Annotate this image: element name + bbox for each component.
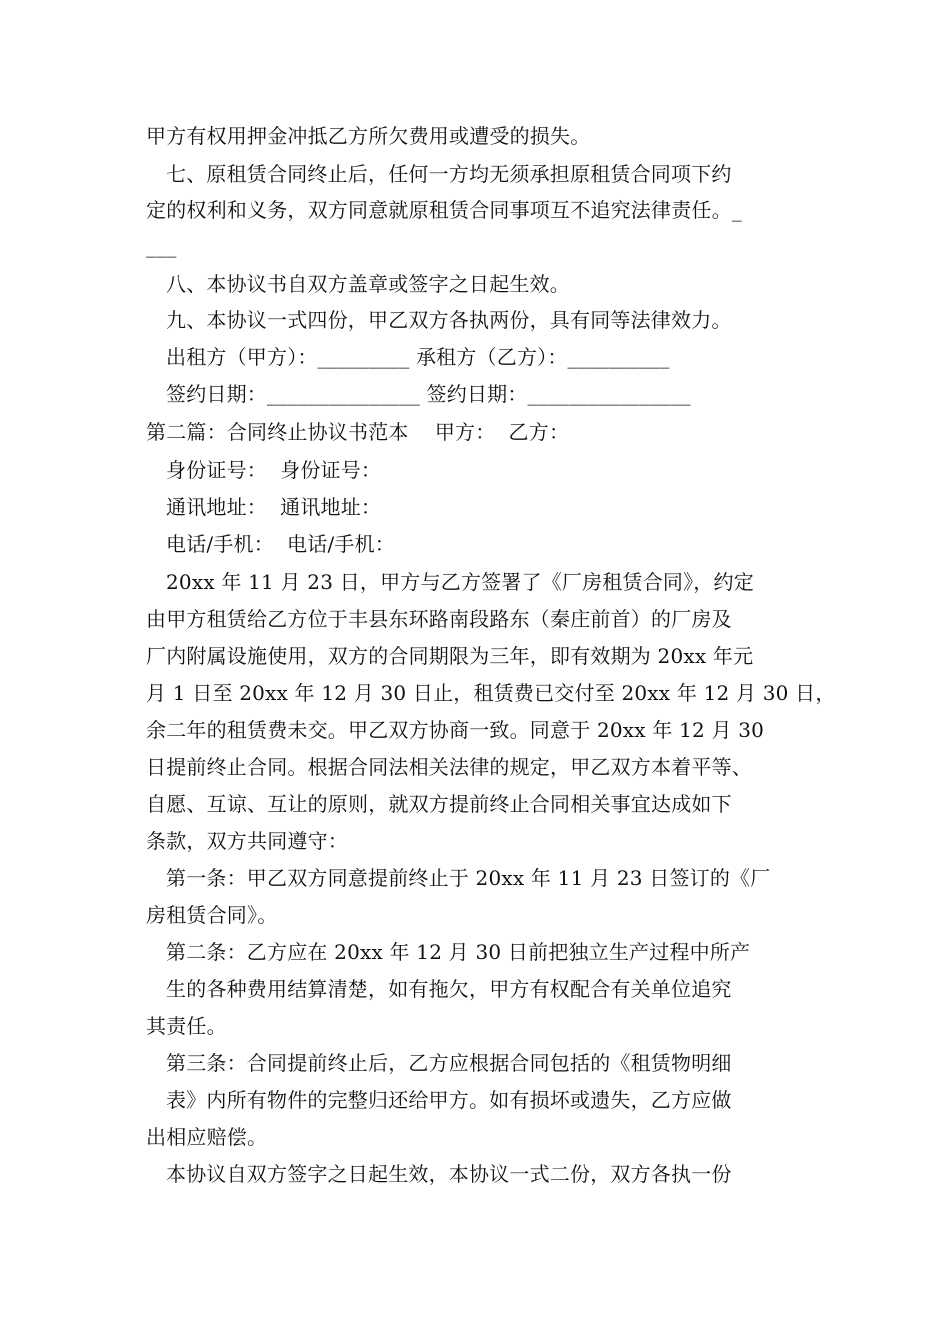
text-line-14: 由甲方租赁给乙方位于丰县东环路南段路东（秦庄前首）的厂房及: [146, 607, 732, 631]
text-line-4: ___: [146, 234, 177, 258]
id-number-line: 身份证号： 身份证号：: [166, 458, 382, 482]
text-line-1: 甲方有权用押金冲抵乙方所欠费用或遭受的损失。: [146, 124, 591, 148]
article-1-line-2: 房租赁合同》。: [146, 903, 278, 927]
closing-line: 本协议自双方签字之日起生效，本协议一式二份，双方各执一份: [166, 1162, 732, 1186]
text-line-18: 日提前终止合同。根据合同法相关法律的规定，甲乙双方本着平等、: [146, 755, 752, 779]
phone-line: 电话/手机： 电话/手机：: [166, 532, 395, 556]
article-1-line-1: 第一条：甲乙双方同意提前终止于 20xx 年 11 月 23 日签订的《厂: [166, 866, 771, 890]
article-3-line-3: 出相应赔偿。: [146, 1125, 268, 1149]
article-3-line-1: 第三条：合同提前终止后，乙方应根据合同包括的《租赁物明细: [166, 1051, 732, 1075]
article-2-line-3: 其责任。: [146, 1014, 227, 1038]
text-line-3: 定的权利和义务，双方同意就原租赁合同事项互不追究法律责任。_: [146, 198, 742, 222]
text-line-6: 九、本协议一式四份，甲乙双方各执两份，具有同等法律效力。: [166, 308, 732, 332]
text-line-17: 余二年的租赁费未交。甲乙双方协商一致。同意于 20xx 年 12 月 30: [146, 718, 765, 742]
article-2-line-2: 生的各种费用结算清楚，如有拖欠，甲方有权配合有关单位追究: [166, 977, 732, 1001]
text-line-20: 条款，双方共同遵守：: [146, 829, 348, 853]
text-line-15: 厂内附属设施使用，双方的合同期限为三年，即有效期为 20xx 年元: [146, 644, 754, 668]
text-line-13: 20xx 年 11 月 23 日，甲方与乙方签署了《厂房租赁合同》，约定: [166, 570, 754, 594]
article-2-line-1: 第二条：乙方应在 20xx 年 12 月 30 日前把独立生产过程中所产: [166, 940, 751, 964]
article-3-line-2: 表》内所有物件的完整归还给甲方。如有损坏或遗失，乙方应做: [166, 1088, 732, 1112]
address-line: 通讯地址： 通讯地址：: [166, 495, 382, 519]
section-heading: 第二篇：合同终止协议书范本 甲方： 乙方：: [146, 420, 570, 444]
signature-line-dates: 签约日期：_______________ 签约日期：________________: [166, 382, 691, 406]
text-line-19: 自愿、互谅、互让的原则，就双方提前终止合同相关事宜达成如下: [146, 792, 732, 816]
text-line-5: 八、本协议书自双方盖章或签字之日起生效。: [166, 272, 570, 296]
text-line-2: 七、原租赁合同终止后，任何一方均无须承担原租赁合同项下约: [166, 162, 732, 186]
signature-line-parties: 出租方（甲方）：_________ 承租方（乙方）：__________: [166, 345, 670, 369]
text-line-16: 月 1 日至 20xx 年 12 月 30 日止，租赁费已交付至 20xx 年 12 月 30 日，: [146, 681, 836, 705]
